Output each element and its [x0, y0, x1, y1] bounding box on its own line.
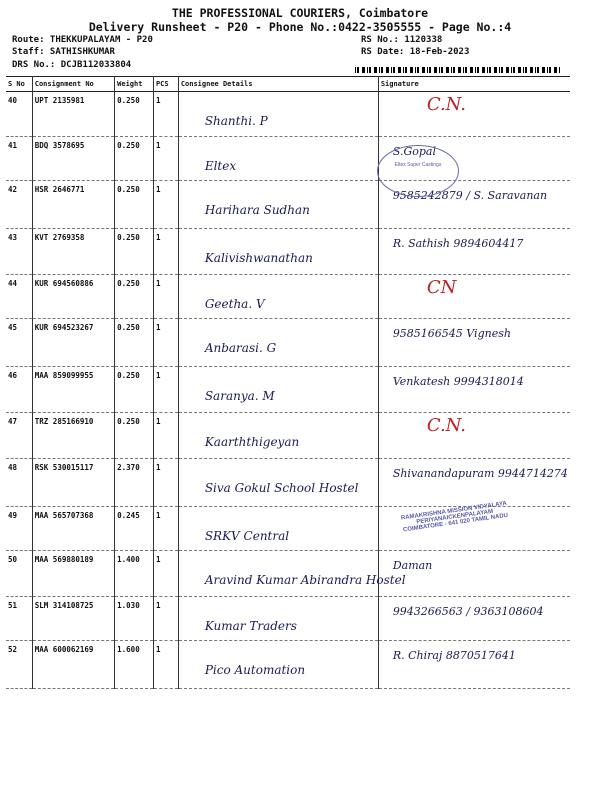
- table-row: [6, 597, 570, 641]
- staff-label: Staff: SATHISHKUMAR: [12, 47, 115, 57]
- handwritten-signature: 9943266563 / 9363108604: [392, 605, 544, 618]
- route-label: Route: THEKKUPALAYAM - P20: [12, 35, 153, 45]
- document-subtitle: Delivery Runsheet - P20 - Phone No.:0422-3505555 - Page No.:4: [88, 20, 512, 34]
- barcode-bar: [405, 67, 407, 73]
- handwritten-signature: R. Sathish 9894604417: [392, 237, 524, 250]
- table-row: [6, 319, 570, 367]
- handwritten-signature: Shivanandapuram 9944714274: [392, 467, 568, 480]
- handwritten-signature: Daman: [392, 559, 433, 572]
- barcode-bar: [434, 67, 437, 73]
- handwritten-name: Aravind Kumar Abirandra Hostel: [204, 573, 406, 587]
- row-weight: 1.600: [115, 641, 154, 689]
- ramakrishna-stamp-text: RAMAKRISHNA MISSION VIDYALAYA PERIYANAICKENPALAYAM COIMBATORE - 641 020 TAMIL NADU: [400, 500, 509, 534]
- handwritten-signature: C.N.: [426, 94, 466, 115]
- col-sno: S No: [6, 77, 32, 92]
- barcode-bar: [381, 67, 383, 73]
- barcode-bar: [506, 67, 509, 73]
- drs-number: DRS No.: DCJB112033804: [12, 60, 132, 70]
- row-signature: [378, 92, 570, 137]
- row-pcs: 1: [153, 137, 178, 181]
- row-signature: [378, 319, 570, 367]
- barcode-bar: [525, 67, 527, 73]
- row-sno: 52: [6, 641, 32, 689]
- table-row: [6, 137, 570, 181]
- row-consignee: [178, 641, 378, 689]
- barcode-bar: [549, 67, 551, 73]
- row-consignee: [178, 597, 378, 641]
- row-consignee: [178, 181, 378, 229]
- row-weight: 0.250: [115, 181, 154, 229]
- row-consignment: HSR 2646771: [32, 181, 114, 229]
- handwritten-name: Eltex: [204, 159, 237, 173]
- eltex-stamp: [377, 145, 459, 197]
- barcode-bar: [537, 67, 539, 73]
- row-pcs: 1: [153, 275, 178, 319]
- row-pcs: 1: [153, 413, 178, 459]
- barcode-bar: [391, 67, 392, 73]
- barcode-bar: [494, 67, 497, 73]
- handwritten-signature: CN: [426, 277, 457, 298]
- barcode-bar: [379, 67, 380, 73]
- row-sno: 45: [6, 319, 32, 367]
- handwritten-signature: 9585242879 / S. Saravanan: [392, 189, 548, 202]
- barcode-bar: [482, 67, 485, 73]
- handwritten-name: Pico Automation: [204, 663, 306, 677]
- barcode-bar: [547, 67, 548, 73]
- row-consignment: UPT 2135981: [32, 92, 114, 137]
- row-sno: 50: [6, 551, 32, 597]
- row-sno: 48: [6, 459, 32, 507]
- row-pcs: 1: [153, 181, 178, 229]
- row-pcs: 1: [153, 92, 178, 137]
- row-consignee: [178, 413, 378, 459]
- row-consignee: [178, 507, 378, 551]
- row-consignment: MAA 569880189: [32, 551, 114, 597]
- barcode-bar: [403, 67, 404, 73]
- row-consignment: RSK 530015117: [32, 459, 114, 507]
- barcode-bar: [475, 67, 476, 73]
- row-pcs: 1: [153, 367, 178, 413]
- handwritten-name: Kalivishwanathan: [204, 251, 313, 265]
- handwritten-signature: S.Gopal: [392, 145, 436, 158]
- barcode-bar: [451, 67, 452, 73]
- row-pcs: 1: [153, 507, 178, 551]
- row-sno: 44: [6, 275, 32, 319]
- row-pcs: 1: [153, 459, 178, 507]
- row-weight: 0.250: [115, 367, 154, 413]
- handwritten-signature: Venkatesh 9994318014: [392, 375, 524, 388]
- row-sno: 40: [6, 92, 32, 137]
- barcode-bar: [499, 67, 500, 73]
- row-weight: 1.400: [115, 551, 154, 597]
- table-row: [6, 275, 570, 319]
- row-signature: [378, 413, 570, 459]
- handwritten-name: Harihara Sudhan: [204, 203, 310, 217]
- row-sno: 43: [6, 229, 32, 275]
- row-sno: 41: [6, 137, 32, 181]
- col-consignment: Consignment No: [32, 77, 114, 92]
- handwritten-name: Siva Gokul School Hostel: [204, 481, 359, 495]
- table-row: [6, 229, 570, 275]
- barcode-bar: [355, 67, 356, 73]
- row-consignee: [178, 551, 406, 597]
- handwritten-signature: 9585166545 Vignesh: [392, 327, 511, 340]
- row-consignment: BDQ 3578695: [32, 137, 114, 181]
- row-weight: 0.250: [115, 275, 154, 319]
- barcode-bar: [369, 67, 371, 73]
- barcode-bar: [489, 67, 491, 73]
- handwritten-name: Geetha. V: [204, 297, 265, 311]
- runsheet-table: [6, 76, 570, 689]
- barcode-bar: [487, 67, 488, 73]
- row-pcs: 1: [153, 551, 178, 597]
- row-signature: [378, 229, 570, 275]
- barcode-bar: [518, 67, 521, 73]
- row-consignee: [178, 319, 378, 367]
- barcode-bar: [530, 67, 533, 73]
- handwritten-name: Shanthi. P: [204, 114, 268, 128]
- row-consignment: TRZ 285166910: [32, 413, 114, 459]
- row-sno: 46: [6, 367, 32, 413]
- row-consignee: [178, 275, 378, 319]
- barcode-bar: [367, 67, 368, 73]
- barcode-bar: [559, 67, 560, 73]
- barcode-bar: [463, 67, 464, 73]
- barcode-bar: [427, 67, 428, 73]
- row-signature: [378, 367, 570, 413]
- table-row: [6, 413, 570, 459]
- col-pcs: PCS: [153, 77, 178, 92]
- row-consignee: [178, 92, 378, 137]
- row-signature: [378, 641, 570, 689]
- row-signature: [378, 275, 570, 319]
- row-consignee: [178, 137, 378, 181]
- row-weight: 0.250: [115, 229, 154, 275]
- barcode-bar: [535, 67, 536, 73]
- barcode-bar: [513, 67, 515, 73]
- barcode-bar: [470, 67, 473, 73]
- barcode-bar: [410, 67, 413, 73]
- col-weight: Weight: [115, 77, 154, 92]
- col-consignee: Consignee Details: [178, 77, 378, 92]
- barcode-bar: [393, 67, 395, 73]
- barcode-bar: [422, 67, 425, 73]
- table-header-row: [6, 77, 570, 92]
- row-consignment: KUR 694560886: [32, 275, 114, 319]
- barcode-bar: [501, 67, 503, 73]
- barcode-bar: [362, 67, 365, 73]
- rs-date: RS Date: 18-Feb-2023: [361, 47, 470, 57]
- document-title: THE PROFESSIONAL COURIERS, Coimbatore: [171, 6, 429, 20]
- eltex-stamp-text: Eltex Super Castings: [394, 162, 442, 168]
- barcode-bar: [453, 67, 455, 73]
- col-signature: Signature: [378, 77, 570, 92]
- barcode-bar: [417, 67, 419, 73]
- barcode-bar: [542, 67, 545, 73]
- handwritten-name: Kumar Traders: [204, 619, 297, 633]
- row-consignee: [178, 367, 378, 413]
- handwritten-signature: C.N.: [426, 415, 466, 436]
- row-consignment: MAA 600062169: [32, 641, 114, 689]
- barcode-bar: [441, 67, 443, 73]
- handwritten-name: SRKV Central: [204, 529, 290, 543]
- row-consignment: MAA 859099955: [32, 367, 114, 413]
- barcode-bar: [429, 67, 431, 73]
- barcode-bar: [374, 67, 377, 73]
- barcode-bar: [415, 67, 416, 73]
- table-row: [6, 92, 570, 137]
- handwritten-name: Saranya. M: [204, 389, 275, 403]
- barcode-bar: [398, 67, 401, 73]
- table-row: [6, 181, 570, 229]
- row-consignment: KVT 2769358: [32, 229, 114, 275]
- handwritten-name: Kaarththigeyan: [204, 435, 300, 449]
- barcode-bar: [357, 67, 359, 73]
- row-weight: 0.250: [115, 92, 154, 137]
- row-pcs: 1: [153, 319, 178, 367]
- table-row: [6, 367, 570, 413]
- barcode-bar: [386, 67, 389, 73]
- table-row: [6, 641, 570, 689]
- row-consignment: MAA 565707368: [32, 507, 114, 551]
- row-sno: 42: [6, 181, 32, 229]
- barcode-bar: [439, 67, 440, 73]
- barcode-bar: [477, 67, 479, 73]
- row-pcs: 1: [153, 597, 178, 641]
- row-weight: 0.245: [115, 507, 154, 551]
- handwritten-signature: R. Chiraj 8870517641: [392, 649, 516, 662]
- row-consignee: [178, 229, 378, 275]
- barcode-bar: [458, 67, 461, 73]
- row-weight: 0.250: [115, 137, 154, 181]
- row-pcs: 1: [153, 229, 178, 275]
- row-weight: 0.250: [115, 413, 154, 459]
- row-weight: 1.030: [115, 597, 154, 641]
- barcode-bar: [446, 67, 449, 73]
- row-signature: [378, 597, 570, 641]
- handwritten-name: Anbarasi. G: [204, 341, 277, 355]
- row-consignment: SLM 314108725: [32, 597, 114, 641]
- row-pcs: 1: [153, 641, 178, 689]
- row-sno: 47: [6, 413, 32, 459]
- row-weight: 2.370: [115, 459, 154, 507]
- row-consignment: KUR 694523267: [32, 319, 114, 367]
- rs-number: RS No.: 1120338: [361, 35, 443, 45]
- row-sno: 51: [6, 597, 32, 641]
- row-sno: 49: [6, 507, 32, 551]
- barcode-bar: [523, 67, 524, 73]
- barcode-bar: [554, 67, 557, 73]
- barcode-bar: [465, 67, 467, 73]
- row-consignee: [178, 459, 378, 507]
- barcode-bar: [511, 67, 512, 73]
- row-weight: 0.250: [115, 319, 154, 367]
